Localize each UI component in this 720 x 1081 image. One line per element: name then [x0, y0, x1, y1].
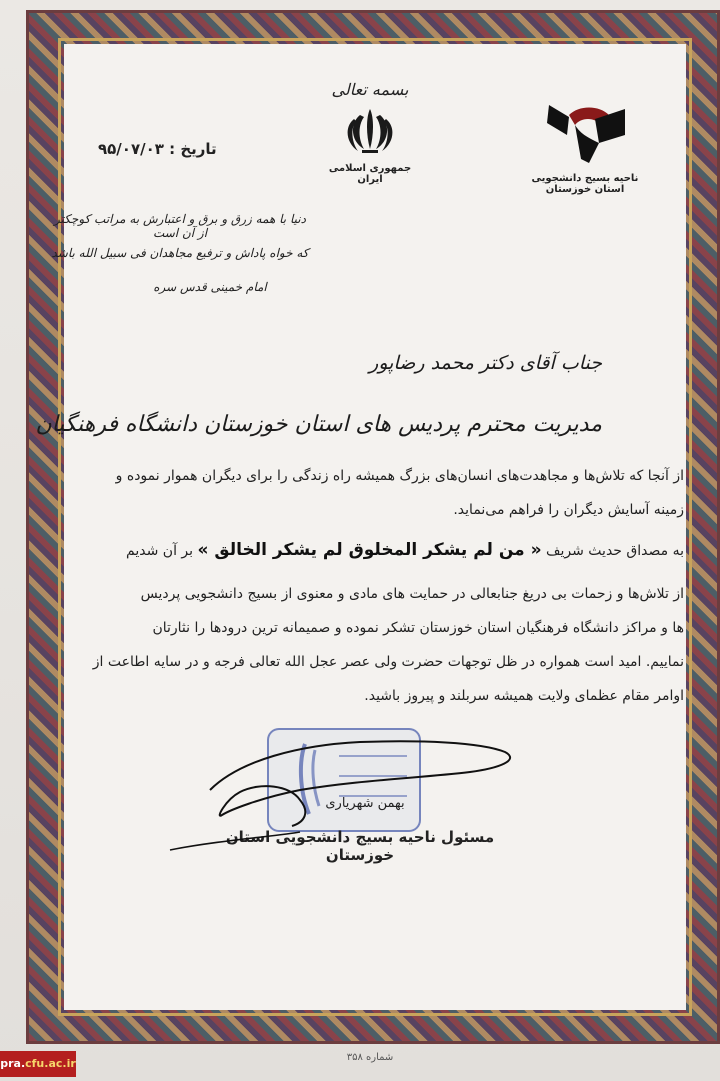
quote-line-1: دنیا با همه زرق و برق و اعتبارش به مراتب کوچکتر از آن است — [54, 212, 306, 240]
official-stamp — [267, 728, 421, 832]
addressee-title: مدیریت محترم پردیس های استان خوزستان دانشگاه فرهنگیان — [35, 412, 602, 437]
body-p2-line2: ها و مراکز دانشگاه فرهنگیان استان خوزستان تشکر نموده و صمیمانه ترین درودها را نثارتان — [152, 620, 684, 636]
signer-title: مسئول ناحیه بسیج دانشجویی استان خوزستان — [225, 828, 495, 864]
stamp-emblem-icon — [269, 730, 419, 830]
hadith-line — [96, 540, 684, 560]
quote-author: امام خمینی قدس سره — [153, 280, 267, 294]
addressee-name: جناب آقای دکتر محمد رضاپور — [369, 352, 602, 374]
document-number: شماره ۳۵۸ — [346, 1052, 394, 1063]
body-p1-line2: زمینه آسایش دیگران را فراهم می‌نماید. — [453, 502, 684, 518]
signer-name: بهمن شهریاری — [325, 796, 405, 811]
basij-flag-icon — [539, 95, 631, 165]
org-logo-label: ناحیه بسیج دانشجویی استان خوزستان — [531, 173, 639, 195]
site-watermark — [0, 1051, 76, 1077]
hadith-prefix: به مصداق حدیث شریف — [546, 543, 684, 559]
hadith-suffix: بر آن شدیم — [126, 543, 194, 559]
quote-line-2: که خواه پاداش و ترفیع مجاهدان فی سبیل الله باشد — [51, 246, 309, 260]
iran-emblem-icon — [342, 105, 398, 157]
date-line: تاریخ : ۹۵/۰۷/۰۳ — [98, 140, 217, 158]
basmala: بسمه تعالی — [331, 80, 409, 99]
body-p2-line3: نماییم. امید است همواره در ظل توجهات حضرت ولی عصر عجل الله تعالی فرجه و در سایه اطاعت از — [92, 654, 684, 670]
emblem-block — [320, 80, 420, 185]
org-logo-block — [520, 95, 650, 195]
body-p1-line1: از آنجا که تلاش‌ها و مجاهدت‌های انسان‌های بزرگ همیشه راه زندگی را برای دیگران هموار نموده و — [115, 468, 684, 484]
body-p2-line1: از تلاش‌ها و زحمات بی دریغ جنابعالی در حمایت های مادی و معنوی از بسیج دانشجویی پردیس — [140, 586, 684, 602]
body-p2-line4: اوامر مقام عظمای ولایت همیشه سربلند و پیروز باشید. — [364, 688, 684, 704]
watermark-domain: cfu.ac.ir — [25, 1057, 76, 1070]
emblem-label: جمهوری اسلامی ایران — [328, 163, 412, 185]
watermark-prefix: pra. — [0, 1057, 26, 1070]
hadith-text: « من لم یشکر المخلوق لم یشکر الخالق » — [197, 540, 542, 560]
